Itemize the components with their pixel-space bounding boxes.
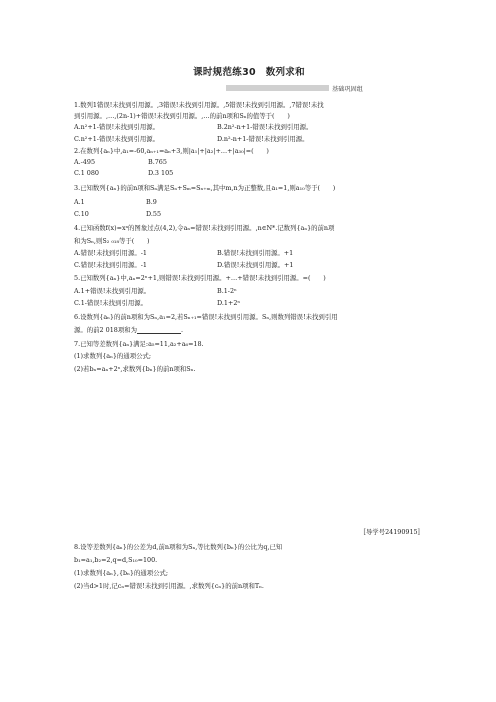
- q1-line2: 到引用源。,…,(2n-1)+错误!未找到引用源。,…的前n项和Sₙ的值等于( ): [74, 112, 290, 120]
- q3-option-a: A.1: [74, 198, 85, 206]
- q3-option-d: D.55: [146, 210, 162, 218]
- q5-option-b: B.1-2ⁿ: [217, 287, 237, 295]
- q2-stem: 2.在数列{aₙ}中,a₁=-60,aₙ₊₁=aₙ+3,则|a₁|+|a₂|+…+|a₃₀|=( ): [74, 147, 269, 155]
- q7-part2: (2)若bₙ=aₙ+2ⁿ,求数列{bₙ}的前n项和Sₙ.: [74, 365, 196, 373]
- q4-option-c: C.错误!未找到引用源。-1: [74, 261, 148, 269]
- section-subtitle: [226, 84, 424, 92]
- q4-option-b: B.错误!未找到引用源。+1: [217, 249, 294, 257]
- q8-line2: b₁=a₁,b₂=2,q=d,S₁₀=100.: [74, 556, 158, 564]
- q1-option-d: D.n²-n+1-错误!未找到引用源。: [217, 135, 309, 143]
- q5-option-a: A.1+错误!未找到引用源。: [74, 287, 151, 295]
- q7-part1: (1)求数列{aₙ}的通项公式;: [74, 352, 152, 360]
- q2-option-b: B.765: [148, 158, 167, 166]
- q6-line2-text: 源。的前2 018项和为: [74, 326, 138, 334]
- q8-line1: 8.设等差数列{aₙ}的公差为d,前n项和为Sₙ,等比数列{bₙ}的公比为q,已知: [74, 543, 283, 551]
- answer-blank[interactable]: [137, 327, 181, 334]
- q2-option-c: C.1 080: [74, 169, 99, 177]
- q6-line2: 源。的前2 018项和为 .: [74, 326, 184, 334]
- page-title: 课时规范练30 数列求和: [193, 67, 305, 78]
- q1-option-c: C.n²+1-错误!未找到引用源。: [74, 135, 160, 143]
- q5-option-d: D.1+2ⁿ: [217, 299, 241, 307]
- q3-option-b: B.9: [146, 198, 157, 206]
- guide-reference-number: 〚导学号24190915〛: [359, 528, 424, 536]
- q8-part1: (1)求数列{aₙ},{bₙ}的通项公式;: [74, 569, 169, 577]
- subtitle-text: 基础巩固组: [332, 85, 363, 93]
- q5-stem: 5.已知数列{aₙ}中,aₙ=2ⁿ+1,则错误!未找到引用源。+…+错误!未找到引用源。=( ): [74, 274, 326, 282]
- q4-option-d: D.错误!未找到引用源。+1: [217, 261, 294, 269]
- subtitle-bar: [226, 85, 329, 91]
- q4-line2: 和为Sₙ,则S₂ ₀₁₈等于( ): [74, 237, 150, 245]
- q2-option-a: A.-495: [74, 158, 96, 166]
- q1-option-a: A.n²+1-错误!未找到引用源。: [74, 123, 159, 131]
- q4-line1: 4.已知函数f(x)=xᵃ的图象过点(4,2),令aₙ=错误!未找到引用源。,n∈N*.记数列{aₙ}的前n项: [74, 224, 335, 232]
- q3-option-c: C.10: [74, 210, 89, 218]
- q7-stem: 7.已知等差数列{aₙ}满足:a₅=11,a₂+a₆=18.: [74, 340, 204, 348]
- q1-option-b: B.2n²-n+1-错误!未找到引用源。: [217, 123, 313, 131]
- q4-option-a: A.错误!未找到引用源。-1: [74, 249, 147, 257]
- q1-line1: 1.数列1错误!未找到引用源。,3错误!未找到引用源。,5错误!未找到引用源。,7错误!未找: [74, 101, 324, 109]
- q8-part2: (2)当d>1时,记cₙ=错误!未找到引用源。,求数列{cₙ}的前n项和Tₙ.: [74, 582, 264, 590]
- q5-option-c: C.1-错误!未找到引用源。: [74, 299, 148, 307]
- q2-option-d: D.3 105: [148, 169, 174, 177]
- q3-stem: 3.已知数列{aₙ}的前n项和Sₙ满足Sₙ+Sₘ=Sₙ₊ₘ,其中m,n为正整数,且a₁=1,则a₁₀等于( ): [74, 184, 336, 192]
- q6-line1: 6.设数列{aₙ}的前n项和为Sₙ,a₁=2,若Sₙ₊₁=错误!未找到引用源。Sₙ,则数列错误!未找到引用: [74, 313, 338, 321]
